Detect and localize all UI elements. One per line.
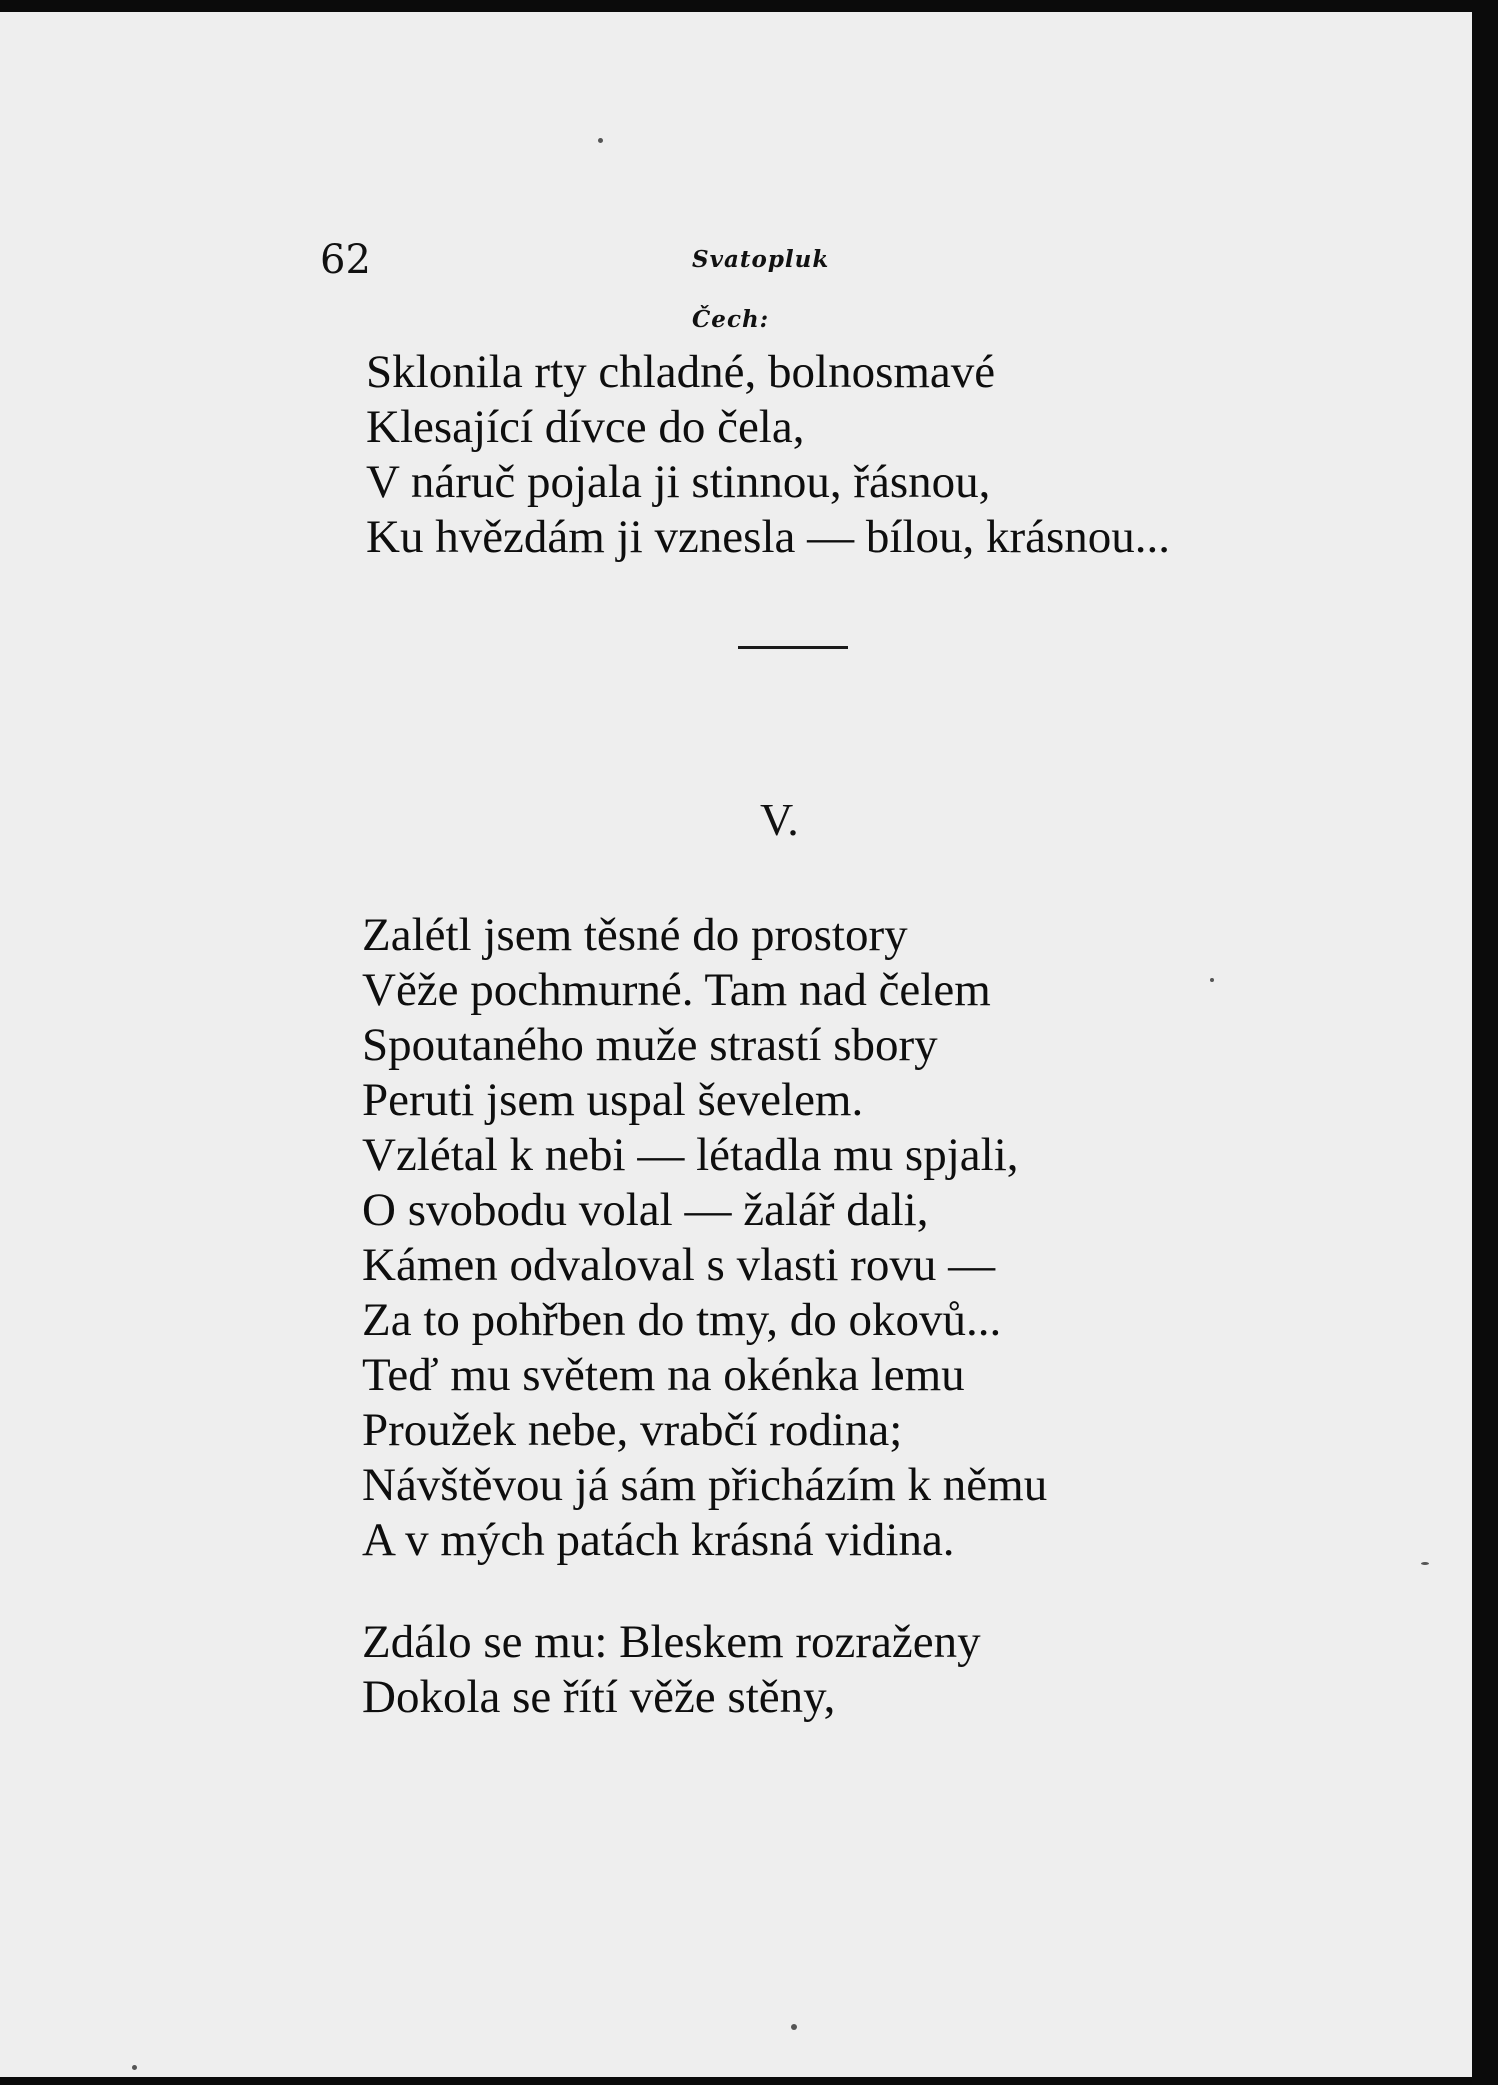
verse-line: Proužek nebe, vrabčí rodina;: [362, 1404, 903, 1456]
page-header: [320, 230, 880, 333]
verse-line: A v mých patách krásná vidina.: [362, 1514, 955, 1566]
book-page: [0, 12, 1472, 2077]
verse-line: Návštěvou já sám přicházím k němu: [362, 1459, 1048, 1511]
paper-speck: [791, 2024, 797, 2030]
section-number: V.: [760, 794, 799, 845]
verse-line: Vzlétal k nebi — létadla mu spjali,: [362, 1129, 1019, 1181]
verse-line: Zalétl jsem těsné do prostory: [362, 909, 908, 961]
verse-line: Klesající dívce do čela,: [366, 401, 805, 453]
paper-speck: [1421, 1562, 1429, 1565]
verse-line: Sklonila rty chladné, bolnosmavé: [366, 346, 996, 398]
verse-line: Kámen odvaloval s vlasti rovu —: [362, 1239, 996, 1291]
stanza-2: [362, 908, 1047, 1568]
verse-line: Zdálo se mu: Bleskem rozraženy: [362, 1616, 981, 1668]
paper-speck: [1210, 978, 1214, 982]
verse-line: Spoutaného muže strastí sbory: [362, 1019, 938, 1071]
scan-right-border: [1472, 0, 1498, 2085]
section-divider: [738, 646, 848, 649]
scan-top-border: [0, 0, 1498, 12]
verse-line: Věže pochmurné. Tam nad čelem: [362, 964, 991, 1016]
paper-speck: [598, 138, 603, 143]
verse-line: Peruti jsem uspal ševelem.: [362, 1074, 864, 1126]
verse-line: Teď mu světem na okénka lemu: [362, 1349, 965, 1401]
verse-line: O svobodu volal — žalář dali,: [362, 1184, 929, 1236]
verse-line: Za to pohřben do tmy, do okovů...: [362, 1294, 1002, 1346]
stanza-3: [362, 1615, 981, 1725]
verse-line: Ku hvězdám ji vznesla — bílou, krásnou...: [366, 511, 1171, 563]
running-head-author: Svatopluk Čech:: [692, 246, 830, 333]
verse-line: Dokola se řítí věže stěny,: [362, 1671, 836, 1723]
verse-line: V náruč pojala ji stinnou, řásnou,: [366, 456, 991, 508]
page-number: 62: [320, 237, 371, 283]
paper-speck: [132, 2065, 137, 2070]
stanza-1: [366, 345, 1170, 565]
